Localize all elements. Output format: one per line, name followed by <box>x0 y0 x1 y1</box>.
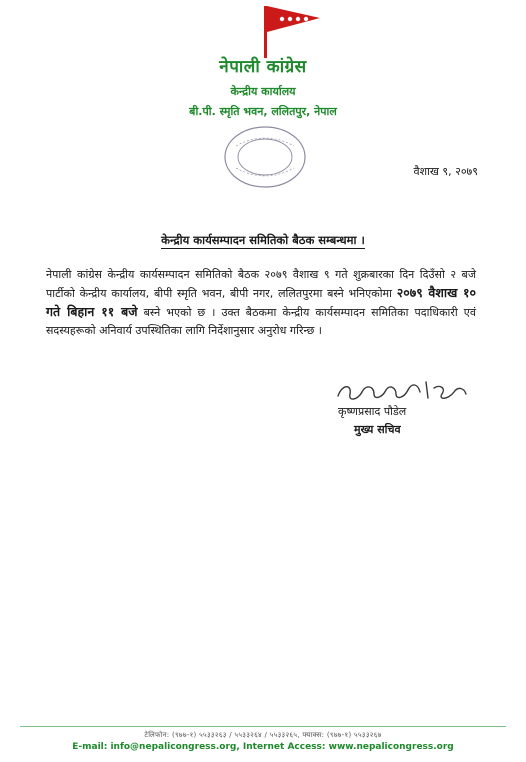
flag-star-3 <box>296 17 300 21</box>
body-part-1: नेपाली कांग्रेस केन्द्रीय कार्यसम्पादन समितिको बैठक २०७९ वैशाख ९ गते शुक्रबारका दिन दिउँसो २ बजे पार्टीको केन्द्रीय कार्यालय, बीपी स्मृति भवन, बीपी नगर, ललितपुरमा बस्ने भनिएकोमा <box>46 268 476 300</box>
flag-star-1 <box>280 17 284 21</box>
signatory-name: कृष्णप्रसाद पौडेल <box>338 405 407 418</box>
letter-subject <box>0 233 526 248</box>
office-name: केन्द्रीय कार्यालय <box>230 85 296 98</box>
office-seal-stamp <box>222 124 308 190</box>
flag-star-2 <box>288 17 292 21</box>
flag-field <box>267 6 320 32</box>
party-flag-logo <box>262 6 322 58</box>
office-address: बी.पी. स्मृति भवन, ललितपुर, नेपाल <box>189 105 337 118</box>
letter-body <box>46 266 476 340</box>
letter-date: वैशाख ९, २०७९ <box>413 165 478 178</box>
subject-text: केन्द्रीय कार्यसम्पादन समितिको बैठक सम्बन्धमा । <box>161 233 365 247</box>
flag-pole <box>264 6 267 58</box>
signatory-title: मुख्य सचिव <box>354 423 401 436</box>
footer-divider <box>20 726 506 727</box>
party-name: नेपाली कांग्रेस <box>219 57 307 77</box>
body-part-2: बस्ने भएको छ । उक्त बैठकमा केन्द्रीय कार्यसम्पादन समितिका पदाधिकारी एवं सदस्यहरूको अनिवार्य उपस्थितिका लागि निर्देशानुसार अनुरोध गरिन्छ । <box>46 306 476 337</box>
handwritten-signature <box>334 374 474 408</box>
meeting-datetime: २०७९ वैशाख १० गते बिहान ११ बजे <box>46 285 476 319</box>
flag-star-4 <box>304 17 308 21</box>
footer-contact-info: E-mail: info@nepalicongress.org, Internet Access: www.nepalicongress.org <box>72 742 454 752</box>
footer-phone-numbers: टेलिफोन: (९७७-१) ५५३३२६३ / ५५३३२६४ / ५५३३२६५, फ्याक्स: (९७७-१) ५५३३२६७ <box>144 731 382 739</box>
